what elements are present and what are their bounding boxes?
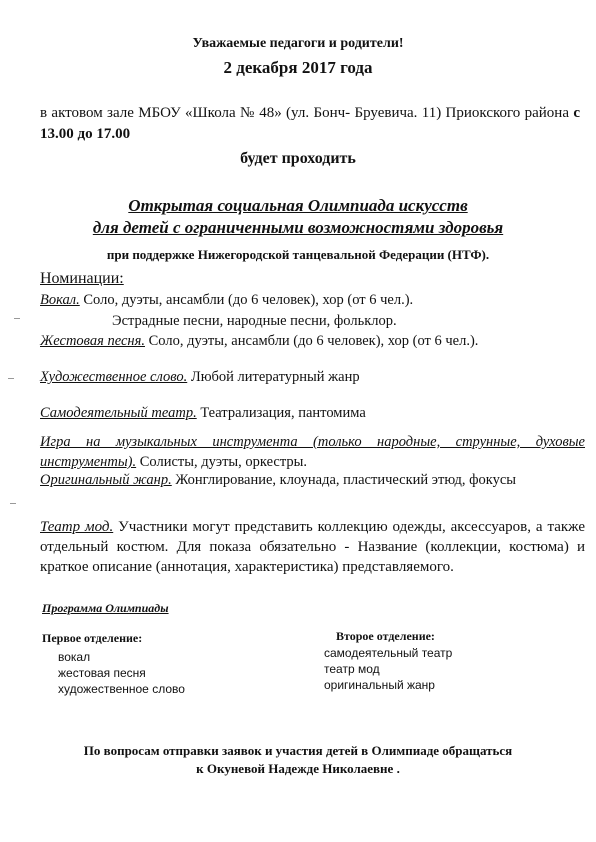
contact-line1: По вопросам отправки заявок и участия детей в Олимпиаде обращаться: [83, 743, 513, 758]
nomination-text: Любой литературный жанр: [187, 369, 360, 385]
nominations-heading: Номинации:: [40, 270, 124, 287]
nomination-label: Самодеятельный театр.: [40, 405, 197, 421]
part1-list: [58, 649, 185, 697]
nomination-amateur-theatre: [40, 403, 585, 423]
part1-heading: Первое отделение:: [42, 631, 143, 645]
part2-list: [324, 645, 452, 693]
olympiad-title-line1: Открытая социальная Олимпиада искусств: [128, 196, 468, 215]
scan-artifact: [10, 503, 16, 504]
event-date: 2 декабря 2017 года: [223, 58, 373, 77]
nomination-art-word: [40, 367, 585, 387]
nomination-text: Жонглирование, клоунада, пластический этюд, фокусы: [171, 472, 517, 488]
scan-artifact: [14, 318, 20, 319]
program-heading: Программа Олимпиады: [42, 601, 169, 615]
nomination-label: Вокал.: [40, 292, 80, 308]
nomination-text: Участники могут представить коллекцию одежды, аксессуаров, а также отдельный костюм. Для показа обязательно - Название (коллекции, костюма) и краткое описание (аннотация, характеристика) представляемого.: [40, 519, 585, 575]
scan-artifact: [8, 378, 14, 379]
nomination-fashion-theatre: [40, 517, 585, 577]
greeting: Уважаемые педагоги и родители!: [192, 36, 404, 51]
list-item: оригинальный жанр: [324, 678, 435, 692]
nomination-label: Жестовая песня.: [40, 333, 145, 349]
nomination-label: Художественное слово.: [40, 369, 188, 385]
list-item: жестовая песня: [58, 666, 146, 680]
venue-time: с 13.00 до 17.00: [40, 105, 580, 142]
list-item: художественное слово: [58, 682, 185, 696]
nomination-text: Солисты, дуэты, оркестры.: [136, 454, 307, 470]
part2-heading: Второе отделение:: [336, 629, 435, 643]
nomination-label: Театр мод.: [40, 519, 114, 535]
nomination-text: Соло, дуэты, ансамбли (до 6 человек), хор (от 6 чел.).: [79, 292, 414, 308]
contact-line2: к Окуневой Надежде Николаевне .: [196, 761, 400, 776]
venue-text: в актовом зале МБОУ «Школа № 48» (ул. Бонч- Бруевича. 11) Приокского района: [40, 105, 574, 121]
nomination-instruments: [40, 432, 585, 472]
nomination-text: Соло, дуэты, ансамбли (до 6 человек), хор (от 6 чел.).: [144, 333, 479, 349]
nomination-original-genre: [40, 470, 585, 490]
venue-paragraph: [40, 103, 580, 145]
nomination-vocal-genres: Эстрадные песни, народные песни, фольклор.: [112, 313, 397, 329]
nomination-vocal: [40, 290, 585, 310]
nomination-text: Театрализация, пантомима: [196, 405, 366, 421]
nomination-gesture-song: [40, 331, 585, 351]
list-item: театр мод: [324, 662, 380, 676]
nomination-label: Игра на музыкальных инструмента (только народные, струнные, духовые инструменты).: [40, 434, 585, 470]
will-be-held: будет проходить: [240, 150, 356, 167]
nomination-label: Оригинальный жанр.: [40, 472, 172, 488]
list-item: самодеятельный театр: [324, 646, 453, 660]
list-item: вокал: [58, 650, 91, 664]
olympiad-title-line2: для детей с ограниченными возможностями здоровья: [92, 218, 504, 237]
support-line: при поддержке Нижегородской танцевальной Федерации (НТФ).: [106, 247, 490, 262]
